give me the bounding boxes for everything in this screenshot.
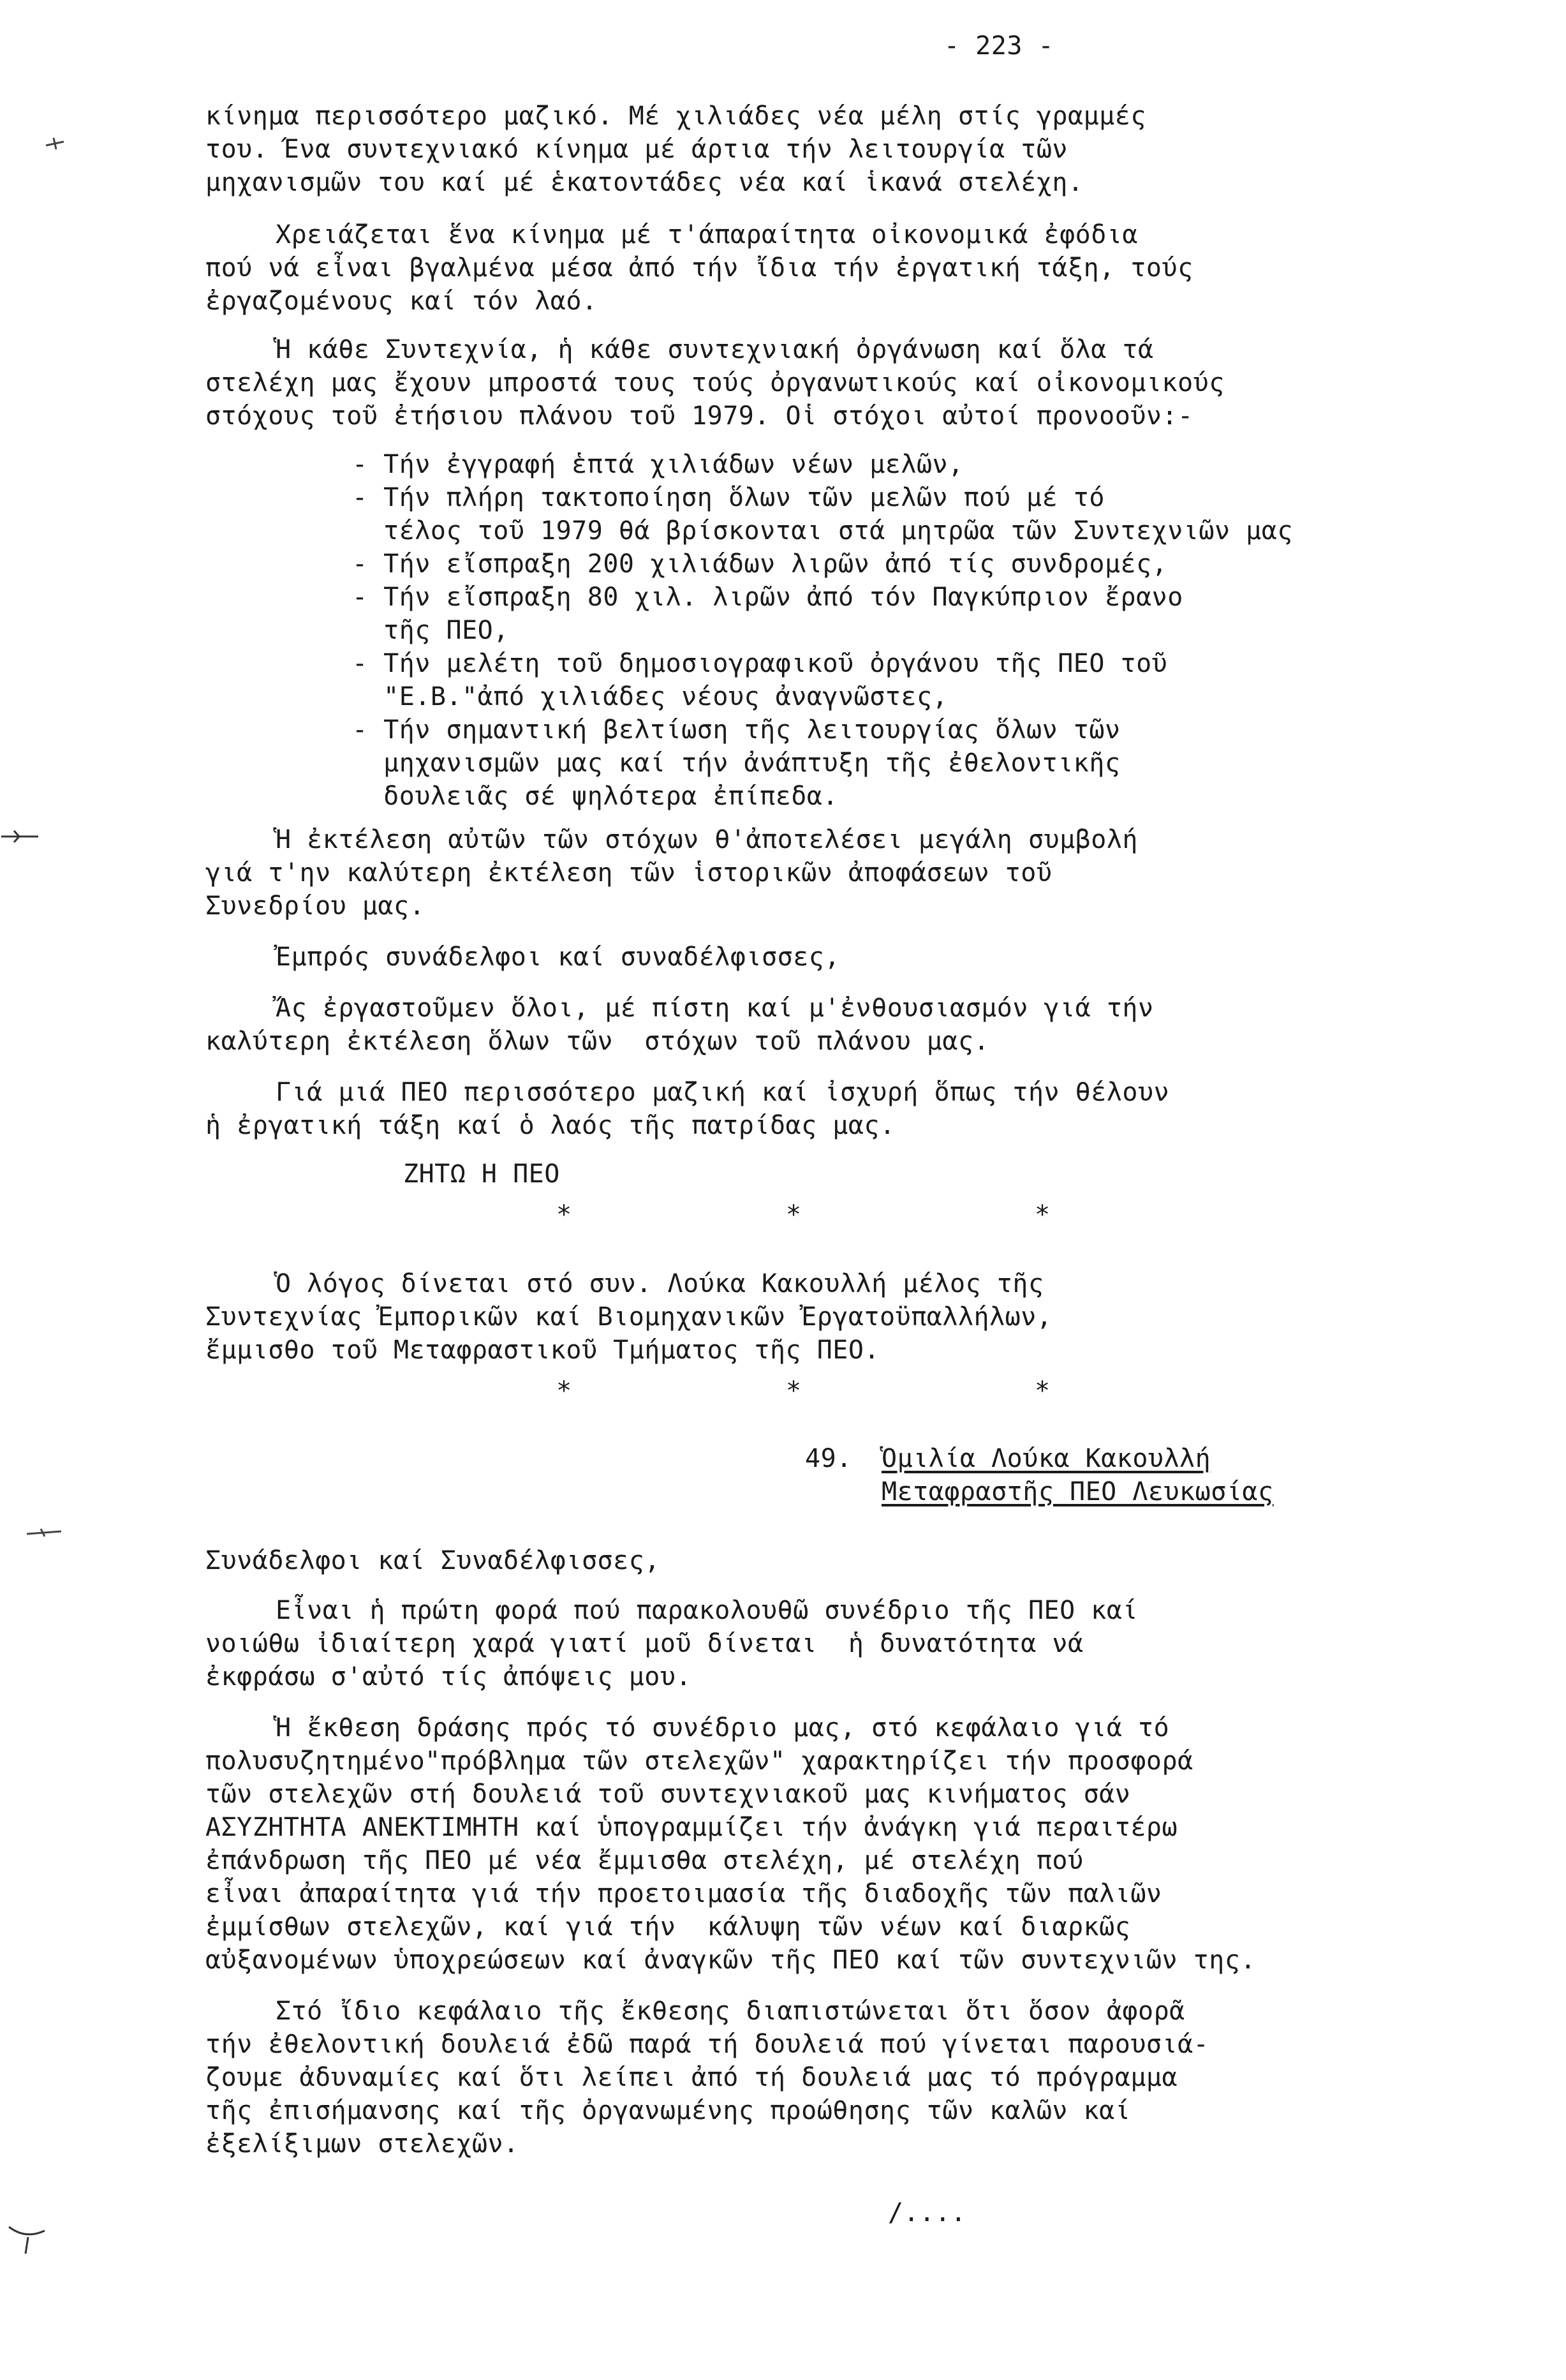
separator-star: * xyxy=(556,1200,572,1230)
paragraph-3-line-3: στόχους τοῦ ἐτήσιου πλάνου τοῦ 1979. Οἱ στόχοι αὐτοί προνοοῦν:- xyxy=(205,401,1193,431)
margin-tick-mark xyxy=(45,134,70,153)
paragraph-10-line-8: αὐξανομένων ὑποχρεώσεων καί ἀναγκῶν τῆς ΠΕΟ καί τῶν συντεχνιῶν της. xyxy=(205,1945,1256,1975)
margin-tick-mark xyxy=(26,1525,64,1540)
target-list-line-5: - Τήν εἴσπραξη 80 χιλ. λιρῶν ἀπό τόν Παγκύπριον ἔρανο xyxy=(352,583,1183,612)
target-list-line-1: - Τήν ἐγγραφή ἑπτά χιλιάδων νέων μελῶν, xyxy=(352,450,964,479)
paragraph-4-line-2: γιά τ'ην καλύτερη ἐκτέλεση τῶν ἱστορικῶν ἀποφάσεων τοῦ xyxy=(205,858,1053,888)
target-list-line-9: - Τήν σημαντική βελτίωση τῆς λειτουργίας ὅλων τῶν xyxy=(352,715,1121,745)
paragraph-10-line-5: ἐπάνδρωση τῆς ΠΕΟ μέ νέα ἔμμισθα στελέχη, μέ στελέχη πού xyxy=(205,1846,1084,1875)
paragraph-8-line-1: Ὁ λόγος δίνεται στό συν. Λούκα Κακουλλή μέλος τῆς xyxy=(276,1269,1044,1298)
margin-hook-mark xyxy=(6,2220,51,2259)
paragraph-9-line-3: ἐκφράσω σ'αὐτό τίς ἀπόψεις μου. xyxy=(205,1662,692,1692)
paragraph-10-line-3: τῶν στελεχῶν στή δουλειά τοῦ συντεχνιακοῦ μας κινήματος σάν xyxy=(205,1780,1131,1809)
page-number: - 223 - xyxy=(944,31,1054,61)
paragraph-1-line-3: μηχανισμῶν του καί μέ ἑκατοντάδες νέα καί ἱκανά στελέχη. xyxy=(205,168,1084,197)
paragraph-11-line-4: τῆς ἐπισήμανσης καί τῆς ὀργανωμένης προώθησης τῶν καλῶν καί xyxy=(205,2096,1131,2125)
paragraph-9-line-2: νοιώθω ἰδιαίτερη χαρά γιατί μοῦ δίνεται ἡ δυνατότητα νά xyxy=(205,1629,1084,1658)
paragraph-10-line-6: εἶναι ἀπαραίτητα γιά τήν προετοιμασία τῆς διαδοχῆς τῶν παλιῶν xyxy=(205,1879,1162,1908)
paragraph-11-line-1: Στό ἴδιο κεφάλαιο τῆς ἔκθεσης διαπιστώνεται ὅτι ὅσον ἀφορᾶ xyxy=(276,1997,1185,2026)
separator-star: * xyxy=(556,1376,572,1406)
separator-star: * xyxy=(1035,1376,1051,1406)
speech-number: 49. xyxy=(805,1444,852,1473)
paragraph-2-line-1: Χρειάζεται ἕνα κίνημα μέ τ'άπαραίτητα οἰκονομικά ἐφόδια xyxy=(276,220,1139,249)
target-list-line-11: δουλειᾶς σέ ψηλότερα ἐπίπεδα. xyxy=(352,782,839,811)
paragraph-1-line-1: κίνημα περισσότερο μαζικό. Μέ χιλιάδες νέα μέλη στίς γραμμές xyxy=(205,101,1146,131)
margin-arrow-mark xyxy=(0,827,51,846)
paragraph-7-line-1: Γιά μιά ΠΕΟ περισσότερο μαζική καί ἰσχυρή ὅπως τήν θέλουν xyxy=(276,1078,1170,1107)
paragraph-7-line-2: ἡ ἐργατική τάξη καί ὁ λαός τῆς πατρίδας μας. xyxy=(205,1111,896,1140)
paragraph-1-line-2: του. Ένα συντεχνιακό κίνημα μέ άρτια τήν λειτουργία τῶν xyxy=(205,135,1068,164)
paragraph-2-line-2: πού νά εἶναι βγαλμένα μέσα ἀπό τήν ἴδια τήν ἐργατική τάξη, τούς xyxy=(205,253,1193,283)
paragraph-2-line-3: ἐργαζομένους καί τόν λαό. xyxy=(205,286,598,316)
target-list-line-2: - Τήν πλήρη τακτοποίηση ὅλων τῶν μελῶν πού μέ τό xyxy=(352,483,1105,512)
paragraph-11-line-2: τήν ἐθελοντική δουλειά ἐδῶ παρά τή δουλειά πού γίνεται παρουσιά- xyxy=(205,2030,1209,2059)
target-list-line-8: "Ε.Β."ἀπό χιλιάδες νέους ἀναγνῶστες, xyxy=(352,682,949,711)
paragraph-10-line-4: ΑΣΥΖΗΤΗΤΑ ΑΝΕΚΤΙΜΗΤΗ καί ὑπογραμμίζει τήν ἀνάγκη γιά περαιτέρω xyxy=(205,1813,1178,1842)
paragraph-9-line-1: Εἶναι ἡ πρώτη φορά πού παρακολουθῶ συνέδριο τῆς ΠΕΟ καί xyxy=(276,1596,1139,1625)
target-list-line-4: - Τήν εἴσπραξη 200 χιλιάδων λιρῶν ἀπό τίς συνδρομές, xyxy=(352,549,1168,579)
separator-star: * xyxy=(786,1376,802,1406)
salutation: Συνάδελφοι καί Συναδέλφισσες, xyxy=(205,1546,660,1575)
separator-star: * xyxy=(1035,1200,1051,1230)
target-list-line-7: - Τήν μελέτη τοῦ δημοσιογραφικοῦ ὀργάνου τῆς ΠΕΟ τοῦ xyxy=(352,649,1168,678)
paragraph-3-line-1: Ἡ κάθε Συντεχνία, ἡ κάθε συντεχνιακή ὀργάνωση καί ὅλα τά xyxy=(276,335,1154,364)
paragraph-10-line-1: Ἡ ἔκθεση δράσης πρός τό συνέδριο μας, στό κεφάλαιο γιά τό xyxy=(276,1713,1170,1743)
paragraph-4-line-3: Συνεδρίου μας. xyxy=(205,891,425,921)
speech-title: Ὁμιλία Λούκα Κακουλλή xyxy=(882,1444,1211,1473)
paragraph-6-line-1: Ἄς ἐργαστοῦμεν ὅλοι, μέ πίστη καί μ'ἐνθουσιασμόν γιά τήν xyxy=(276,993,1154,1023)
continuation-mark: /.... xyxy=(888,2198,966,2228)
paragraph-11-line-5: ἐξελίξιμων στελεχῶν. xyxy=(205,2129,519,2159)
speech-subtitle: Μεταφραστῆς ΠΕΟ Λευκωσίας xyxy=(882,1477,1274,1506)
separator-star: * xyxy=(786,1200,802,1230)
paragraph-5-line-1: Ἐμπρός συνάδελφοι καί συναδέλφισσες, xyxy=(276,942,840,972)
paragraph-10-line-2: πολυσυζητημένο"πρόβλημα τῶν στελεχῶν" χαρακτηρίζει τήν προσφορά xyxy=(205,1746,1193,1776)
paragraph-4-line-1: Ἡ ἐκτέλεση αὐτῶν τῶν στόχων θ'ἀποτελέσει μεγάλη συμβολή xyxy=(276,825,1139,854)
target-list-line-6: τῆς ΠΕΟ, xyxy=(352,616,509,645)
slogan: ΖΗΤΩ Η ΠΕΟ xyxy=(403,1159,560,1189)
target-list-line-3: τέλος τοῦ 1979 θά βρίσκονται στά μητρῶα τῶν Συντεχνιῶν μας xyxy=(352,516,1293,546)
paragraph-8-line-2: Συντεχνίας Ἐμπορικῶν καί Βιομηχανικῶν Ἐργατοϋπαλλήλων, xyxy=(205,1302,1053,1332)
paragraph-6-line-2: καλύτερη ἐκτέλεση ὅλων τῶν στόχων τοῦ πλάνου μας. xyxy=(205,1027,990,1056)
paragraph-11-line-3: ζουμε ἀδυναμίες καί ὅτι λείπει ἀπό τή δουλειά μας τό πρόγραμμα xyxy=(205,2063,1178,2092)
paragraph-8-line-3: ἔμμισθο τοῦ Μεταφραστικοῦ Τμήματος τῆς ΠΕΟ. xyxy=(205,1335,880,1365)
paragraph-10-line-7: ἐμμίσθων στελεχῶν, καί γιά τήν κάλυψη τῶν νέων καί διαρκῶς xyxy=(205,1912,1131,1942)
target-list-line-10: μηχανισμῶν μας καί τήν ἀνάπτυξη τῆς ἐθελοντικῆς xyxy=(352,748,1121,778)
paragraph-3-line-2: στελέχη μας ἔχουν μπροστά τους τούς ὀργανωτικούς καί οἰκονομικούς xyxy=(205,368,1225,398)
